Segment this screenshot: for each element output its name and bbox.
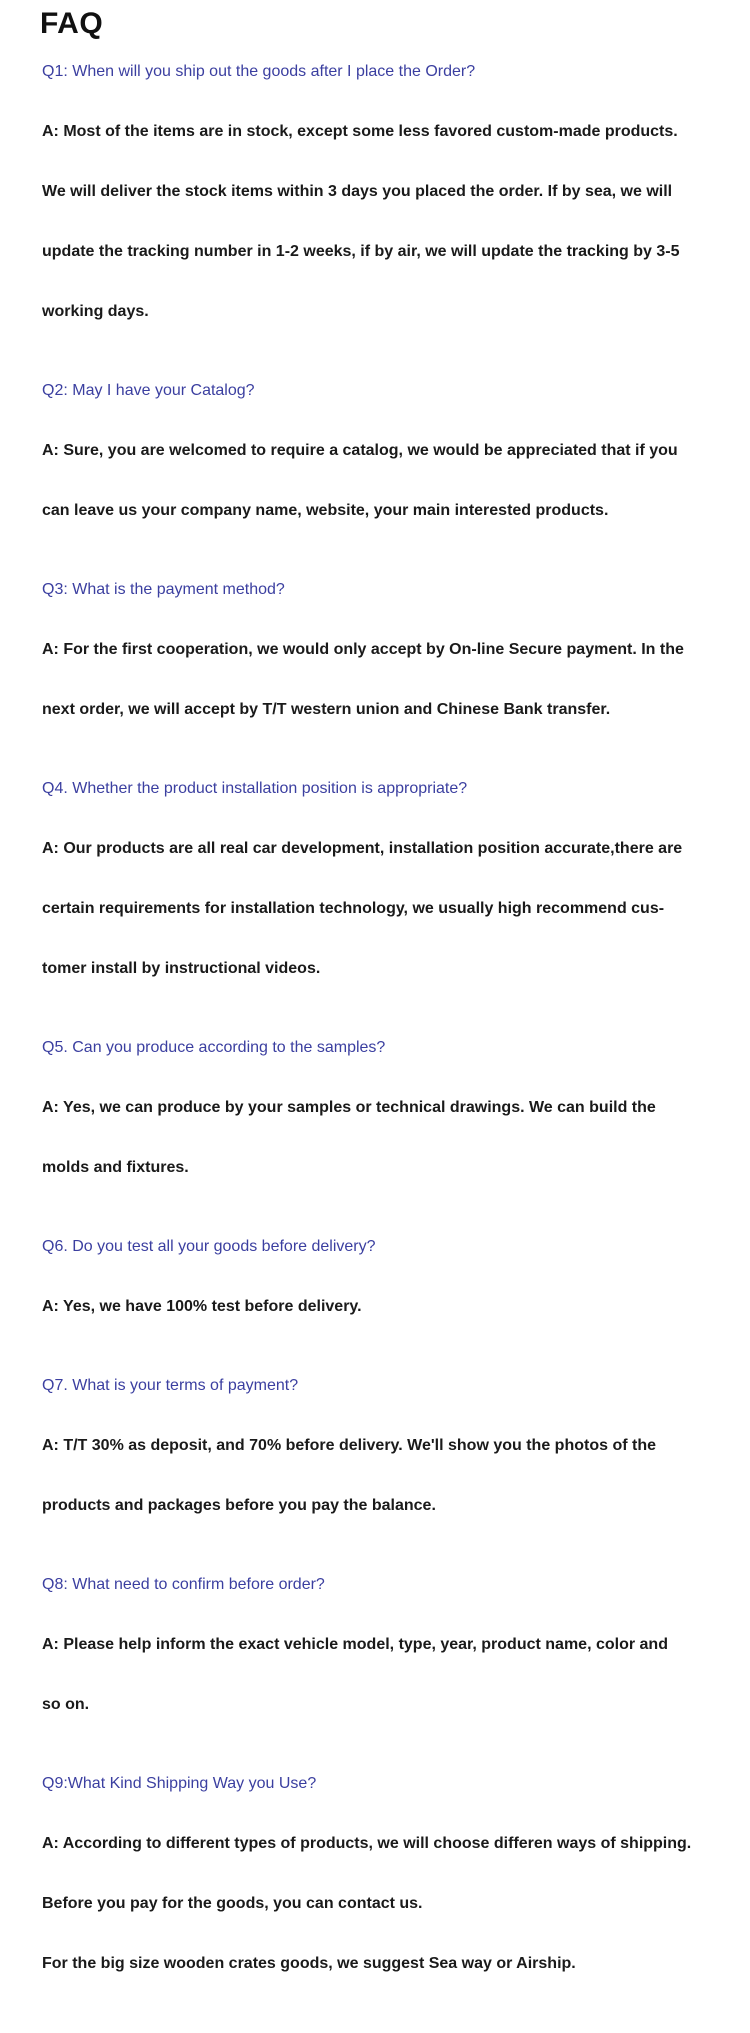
faq-question: Q4. Whether the product installation position is appropriate? <box>42 780 468 797</box>
faq-item-8 <box>42 1575 722 1755</box>
faq-answer <box>42 1794 722 2014</box>
faq-answer-line: products and packages before you pay the balance. <box>42 1497 436 1514</box>
faq-answer-line: A: Sure, you are welcomed to require a catalog, we would be appreciated that if you <box>42 442 678 459</box>
faq-answer-line: A: Yes, we can produce by your samples or technical drawings. We can build the <box>42 1099 656 1116</box>
faq-answer-line: For the big size wooden crates goods, we suggest Sea way or Airship. <box>42 1955 576 1972</box>
faq-item-3 <box>42 580 722 760</box>
faq-answer-line: Before you pay for the goods, you can contact us. <box>42 1895 423 1912</box>
faq-answer <box>42 799 722 1019</box>
faq-question: Q6. Do you test all your goods before delivery? <box>42 1238 376 1255</box>
faq-answer-line: certain requirements for installation technology, we usually high recommend cus- <box>42 900 665 917</box>
faq-answer-line: so on. <box>42 1696 90 1713</box>
faq-item-1 <box>42 62 722 362</box>
faq-question: Q7. What is your terms of payment? <box>42 1377 299 1394</box>
faq-answer-line: tomer install by instructional videos. <box>42 960 321 977</box>
faq-question: Q5. Can you produce according to the samples? <box>42 1039 386 1056</box>
faq-answer <box>42 1396 722 1556</box>
faq-item-9 <box>42 1774 722 2014</box>
faq-answer-line: A: T/T 30% as deposit, and 70% before delivery. We'll show you the photos of the <box>42 1437 656 1454</box>
faq-answer-line: update the tracking number in 1-2 weeks, if by air, we will update the tracking by 3-5 <box>42 243 680 260</box>
faq-list <box>42 62 722 2033</box>
faq-answer-line: We will deliver the stock items within 3 days you placed the order. If by sea, we will <box>42 183 673 200</box>
faq-question: Q8: What need to confirm before order? <box>42 1576 325 1593</box>
faq-question: Q2: May I have your Catalog? <box>42 382 255 399</box>
faq-answer-line: A: Our products are all real car development, installation position accurate,there are <box>42 840 683 857</box>
faq-answer <box>42 1257 722 1357</box>
faq-answer-line: working days. <box>42 303 149 320</box>
faq-answer-line: next order, we will accept by T/T western union and Chinese Bank transfer. <box>42 701 611 718</box>
faq-answer <box>42 1595 722 1755</box>
faq-answer-line: A: Yes, we have 100% test before delivery. <box>42 1298 362 1315</box>
faq-item-7 <box>42 1376 722 1556</box>
faq-item-6 <box>42 1237 722 1357</box>
faq-answer <box>42 1058 722 1218</box>
faq-answer-line: molds and fixtures. <box>42 1159 189 1176</box>
faq-answer-line: A: Most of the items are in stock, except some less favored custom-made products. <box>42 123 678 140</box>
faq-item-5 <box>42 1038 722 1218</box>
faq-answer <box>42 600 722 760</box>
faq-answer <box>42 401 722 561</box>
faq-question: Q9:What Kind Shipping Way you Use? <box>42 1775 317 1792</box>
page-title: FAQ <box>40 7 104 40</box>
faq-answer <box>42 82 722 362</box>
faq-answer-line: A: For the first cooperation, we would only accept by On-line Secure payment. In the <box>42 641 684 658</box>
faq-question: Q1: When will you ship out the goods after I place the Order? <box>42 63 476 80</box>
faq-item-2 <box>42 381 722 561</box>
faq-item-4 <box>42 779 722 1019</box>
faq-answer-line: can leave us your company name, website, your main interested products. <box>42 502 609 519</box>
faq-question: Q3: What is the payment method? <box>42 581 285 598</box>
faq-answer-line: A: According to different types of products, we will choose differen ways of shipping. <box>42 1835 692 1852</box>
faq-answer-line: A: Please help inform the exact vehicle model, type, year, product name, color and <box>42 1636 668 1653</box>
